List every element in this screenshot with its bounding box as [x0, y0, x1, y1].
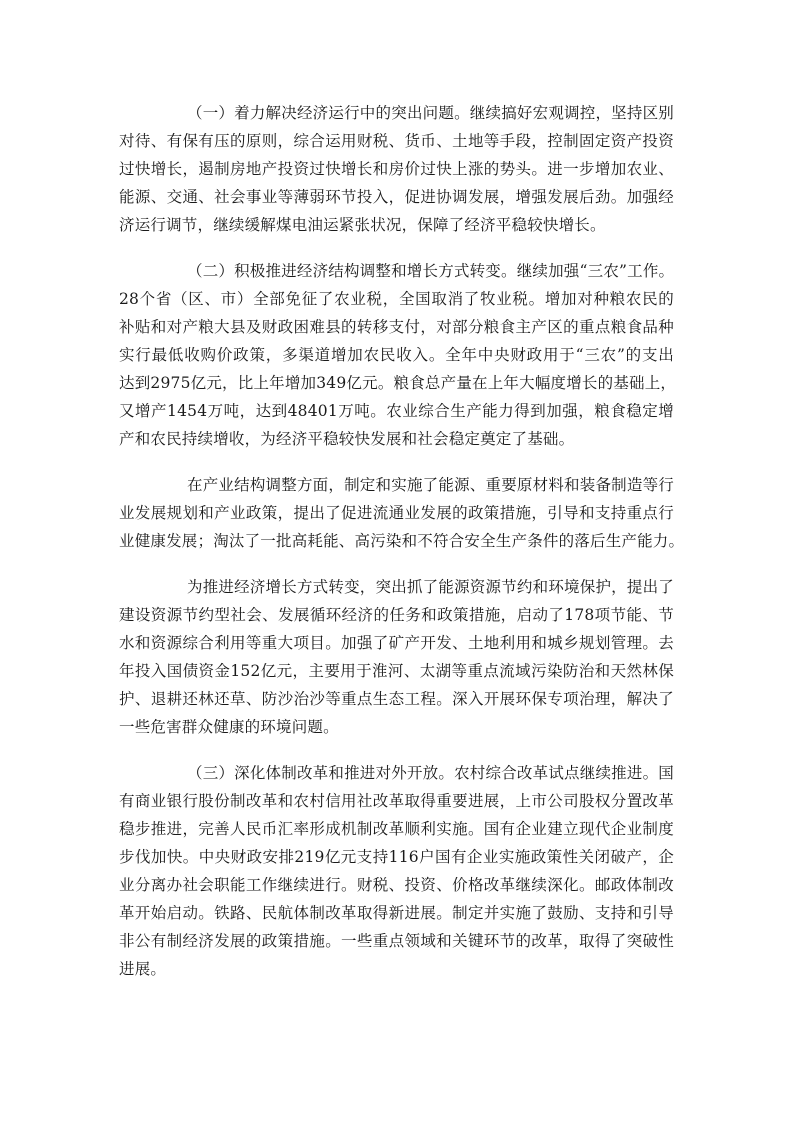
text-line: 业发展规划和产业政策，提出了促进流通业发展的政策措施，引导和支持重点行: [119, 504, 674, 522]
text-line: 过快增长，遏制房地产投资过快增长和房价过快上涨的势头。进一步增加农业、: [119, 160, 674, 178]
text-line: 能源、交通、社会事业等薄弱环节投入，促进协调发展，增强发展后劲。加强经: [119, 188, 674, 206]
paragraph-industrial-structure: [119, 471, 685, 555]
text-line: 产和农民持续增收，为经济平稳较快发展和社会稳定奠定了基础。: [119, 430, 575, 448]
text-line: 补贴和对产粮大县及财政困难县的转移支付，对部分粮食主产区的重点粮食品种: [119, 318, 674, 336]
text-line: （二）积极推进经济结构调整和增长方式转变。继续加强“三农”工作。: [187, 262, 675, 280]
text-line: 稳步推进，完善人民币汇率形成机制改革顺利实施。国有企业建立现代企业制度: [119, 820, 674, 838]
text-line: 革开始启动。铁路、民航体制改革取得新进展。制定并实施了鼓励、支持和引导: [119, 904, 674, 922]
paragraph-structural-adjustment: [119, 257, 677, 453]
text-line: （三）深化体制改革和推进对外开放。农村综合改革试点继续推进。国: [187, 764, 674, 782]
paragraph-economic-operation: [119, 99, 674, 239]
text-line: 护、退耕还林还草、防沙治沙等重点生态工程。深入开展环保专项治理，解决了: [119, 690, 674, 708]
text-line: 进展。: [119, 960, 167, 978]
text-line: 济运行调节，继续缓解煤电油运紧张状况，保障了经济平稳较快增长。: [119, 216, 606, 234]
text-line: 实行最低收购价政策，多渠道增加农民收入。全年中央财政用于“三农”的支出: [119, 346, 674, 364]
paragraph-institutional-reform: [119, 759, 674, 983]
text-line: 为推进经济增长方式转变，突出抓了能源资源节约和环境保护，提出了: [187, 578, 674, 596]
text-line: 达到2975亿元，比上年增加349亿元。粮食总产量在上年大幅度增长的基础上，: [119, 374, 677, 392]
text-line: 有商业银行股份制改革和农村信用社改革取得重要进展，上市公司股权分置改革: [119, 792, 674, 810]
text-line: 又增产1454万吨，达到48401万吨。农业综合生产能力得到加强，粮食稳定增: [119, 402, 674, 420]
paragraph-growth-mode: [119, 573, 674, 741]
text-line: 在产业结构调整方面，制定和实施了能源、重要原材料和装备制造等行: [187, 476, 674, 494]
text-line: 业健康发展；淘汰了一批高耗能、高污染和不符合安全生产条件的落后生产能力。: [119, 532, 685, 550]
text-line: 一些危害群众健康的环境问题。: [119, 718, 339, 736]
document-page: [119, 99, 685, 1001]
text-line: 28个省（区、市）全部免征了农业税，全国取消了牧业税。增加对种粮农民的: [119, 290, 674, 308]
text-line: 步伐加快。中央财政安排219亿元支持116户国有企业实施政策性关闭破产，企: [119, 848, 674, 866]
text-line: 年投入国债资金152亿元，主要用于淮河、太湖等重点流域污染防治和天然林保: [119, 662, 674, 680]
text-line: 非公有制经济发展的政策措施。一些重点领域和关键环节的改革，取得了突破性: [119, 932, 674, 950]
text-line: 业分离办社会职能工作继续进行。财税、投资、价格改革继续深化。邮政体制改: [119, 876, 674, 894]
text-line: 水和资源综合利用等重大项目。加强了矿产开发、土地利用和城乡规划管理。去: [119, 634, 674, 652]
text-line: 建设资源节约型社会、发展循环经济的任务和政策措施，启动了178项节能、节: [119, 606, 674, 624]
text-line: 对待、有保有压的原则，综合运用财税、货币、土地等手段，控制固定资产投资: [119, 132, 674, 150]
text-line: （一）着力解决经济运行中的突出问题。继续搞好宏观调控，坚持区别: [187, 104, 674, 122]
